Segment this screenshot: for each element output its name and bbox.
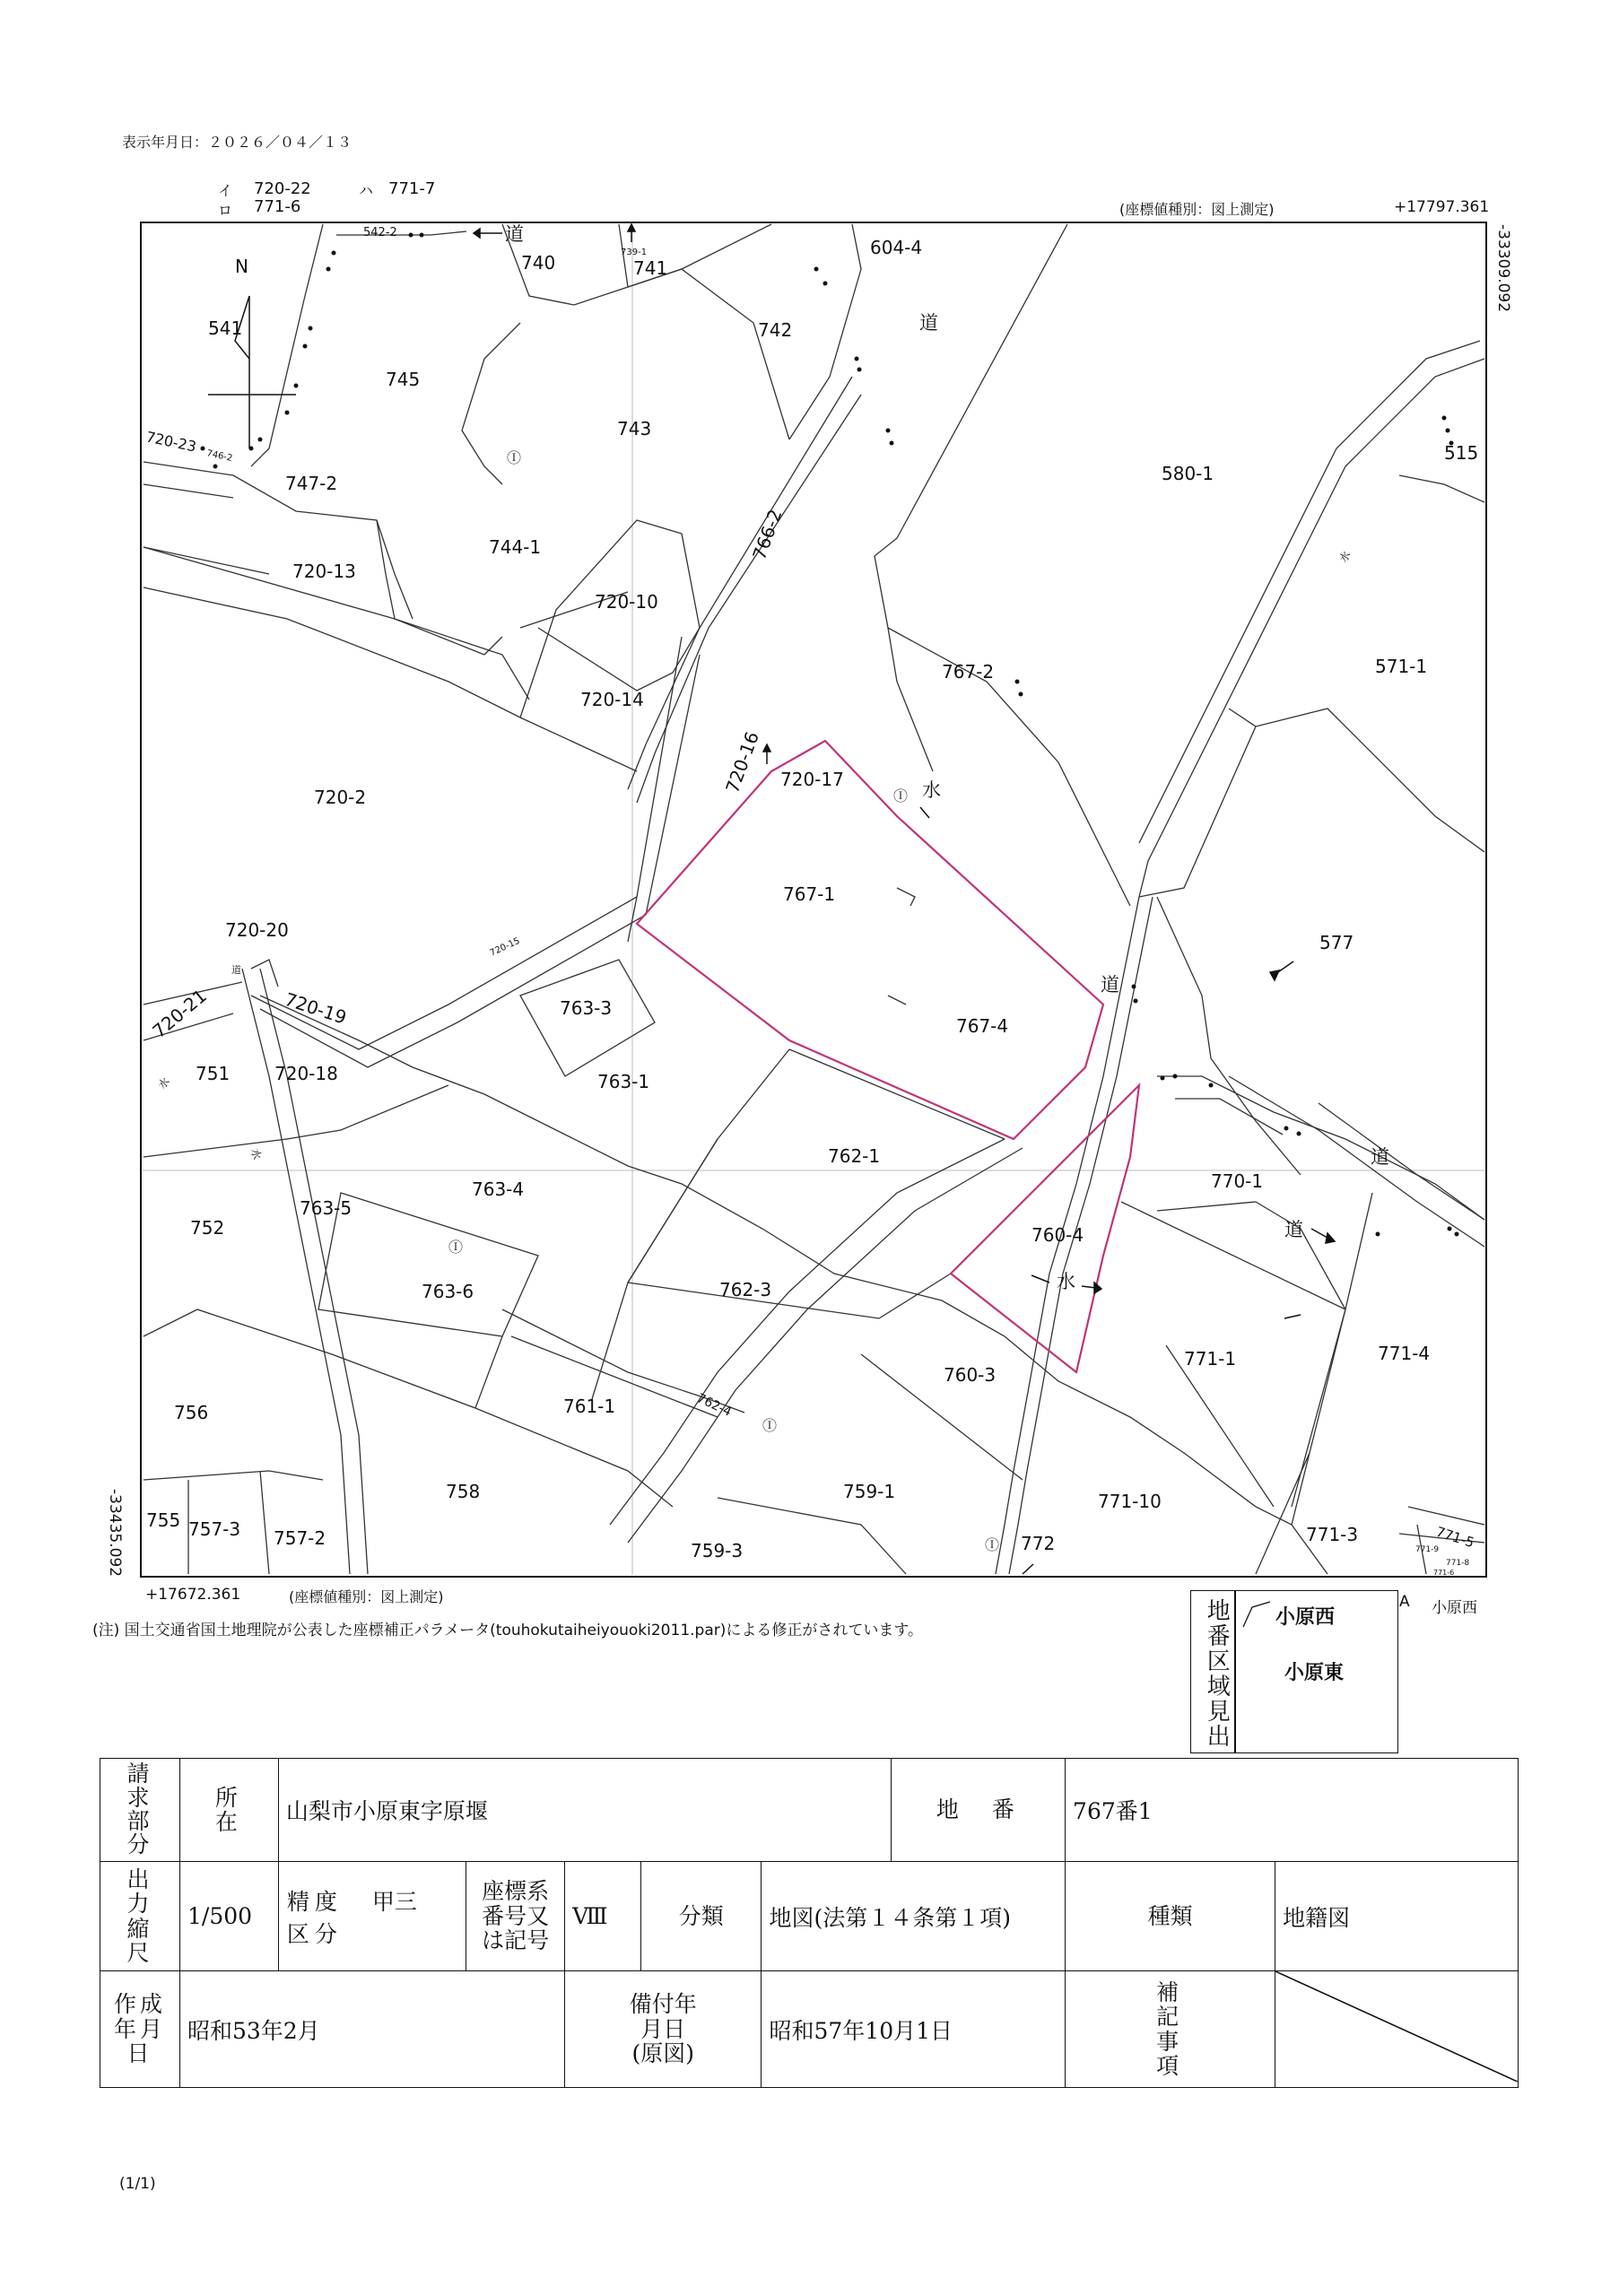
type-header: 種類 [1066, 1862, 1275, 1971]
benchmark-icon: Ⓘ [985, 1536, 1000, 1553]
north-label: N [235, 256, 248, 277]
page-number: (1/1) [119, 2175, 156, 2193]
scale-value: 1/500 [180, 1862, 279, 1971]
area-marker-a-name: 小原西 [1432, 1599, 1477, 1617]
parcel-label: 771-1 [1184, 1348, 1237, 1370]
display-date: 表示年月日：２０２６／０４／１３ [122, 134, 353, 151]
parcel-label: 759-1 [843, 1481, 896, 1502]
road-label: 道 [231, 964, 241, 976]
parcel-label: 762-4 [694, 1391, 734, 1420]
benchmark-icon: Ⓘ [762, 1417, 778, 1434]
water-label: 水 [155, 1074, 173, 1091]
parcel-label: 720-15 [488, 935, 522, 959]
parcel-label: 771-10 [1098, 1491, 1162, 1512]
parcel-label: 751 [196, 1063, 231, 1084]
road-label: 道 [919, 312, 938, 334]
correction-note: (注) 国土交通省国土地理院が公表した座標補正パラメータ(touhokutaiheiyouoki2011.par)による修正がされています。 [92, 1622, 924, 1639]
parcel-label: 752 [190, 1217, 225, 1239]
area-east: 小原東 [1284, 1662, 1345, 1684]
coord-left-bottom: -33435.092 [106, 1489, 124, 1578]
parcel-label: 740 [521, 252, 556, 274]
parcel-label: 771-8 [1446, 1559, 1470, 1568]
water-label: 水 [1336, 549, 1354, 565]
precision-value: 甲三 [371, 1888, 417, 1915]
coord-type-top: (座標値種別：図上測定) [1119, 201, 1275, 218]
parcel-label: 604-4 [870, 237, 923, 258]
parcel-label: 515 [1444, 442, 1479, 464]
parcel-label: 745 [386, 369, 421, 390]
parcel-label: 767-2 [942, 661, 995, 683]
water-label: 水 [922, 779, 941, 801]
lot-value: 767番1 [1066, 1759, 1519, 1862]
parcel-label: 742 [758, 319, 793, 341]
coord-type-bottom: (座標値種別：図上測定) [289, 1588, 444, 1605]
road-label: 道 [1371, 1146, 1389, 1168]
parcel-label: 762-3 [719, 1279, 772, 1300]
remarks-value [1275, 1971, 1519, 2088]
filed-header: 備付年月日(原図) [565, 1971, 762, 2088]
parcel-label: 771-3 [1306, 1524, 1359, 1545]
parcel-label: 756 [174, 1402, 209, 1423]
parcel-label: 746-2 [205, 448, 234, 464]
parcel-label: 542-2 [363, 226, 397, 239]
parcel-label: 571-1 [1375, 656, 1428, 677]
parcel-label: 720-19 [282, 987, 350, 1029]
parcel-label: 577 [1319, 932, 1354, 953]
parcel-label: 771-4 [1378, 1343, 1431, 1364]
parcel-label: 763-3 [560, 997, 613, 1019]
parcel-label: 720-18 [274, 1063, 338, 1084]
created-value: 昭和53年2月 [180, 1971, 565, 2088]
road-label: 道 [505, 223, 524, 245]
parcel-label: 743 [617, 418, 652, 439]
parcel-label: 771-9 [1415, 1545, 1440, 1554]
class-header: 分類 [640, 1862, 762, 1971]
parcel-label: 759-3 [691, 1540, 744, 1561]
class-value: 地図(法第１４条第１項) [762, 1862, 1066, 1971]
coord-bottom-left: +17672.361 [145, 1586, 241, 1604]
area-index-box [1190, 1590, 1398, 1753]
parcel-label: 720-14 [580, 689, 644, 710]
parcel-label: 720-10 [595, 591, 658, 613]
road-label: 道 [1284, 1219, 1303, 1240]
parcel-label: 720-2 [314, 787, 367, 808]
lot-header: 地 番 [891, 1759, 1065, 1862]
parcel-label: 744-1 [489, 536, 542, 558]
parcel-label: 767-4 [956, 1015, 1009, 1037]
parcel-label: 720-20 [225, 919, 289, 941]
parcel-label: 757-3 [188, 1518, 241, 1540]
parcel-label: 758 [446, 1481, 481, 1502]
parcel-label: 763-6 [422, 1281, 474, 1302]
area-marker-a: A [1399, 1593, 1410, 1611]
location-header: 所 在 [180, 1759, 279, 1862]
parcel-label: 763-5 [300, 1197, 353, 1219]
requester-header: 請求部分 [100, 1759, 180, 1862]
coord-top-right: +17797.361 [1394, 198, 1490, 216]
precision-cell [278, 1862, 466, 1971]
benchmark-icon: Ⓘ [893, 787, 909, 804]
area-index-title: 地番区域見出 [1203, 1598, 1231, 1749]
parcel-label: 755 [146, 1509, 181, 1531]
parcel-label: 761-1 [563, 1396, 616, 1417]
water-label: 水 [1057, 1271, 1075, 1292]
parcel-label: 760-4 [1031, 1224, 1084, 1246]
precision-header: 精度区分 [286, 1888, 343, 1947]
legend-ro-value: 771-6 [254, 197, 301, 216]
parcel-label: 762-1 [828, 1145, 881, 1167]
parcel-label: 720-17 [780, 769, 844, 790]
info-table [100, 1758, 1519, 2088]
remarks-strike [1275, 1971, 1518, 2082]
legend-ro: ロ [218, 202, 233, 219]
parcel-label: 757-2 [274, 1527, 326, 1549]
road-label: 道 [1101, 974, 1119, 996]
parcel-label: 771-6 [1433, 1569, 1455, 1577]
remarks-header: 補記事項 [1066, 1971, 1275, 2088]
parcel-label: 741 [633, 257, 668, 279]
parcel-label: 720-16 [721, 728, 763, 796]
parcel-label: 747-2 [285, 473, 338, 494]
filed-value: 昭和57年10月1日 [762, 1971, 1066, 2088]
parcel-label: 720-13 [292, 561, 356, 582]
parcel-label: 767-1 [783, 883, 836, 905]
legend-i: イ [218, 182, 233, 199]
parcel-label: 720-23 [144, 428, 198, 456]
scale-header: 出力縮尺 [100, 1862, 180, 1971]
legend-i-value: 720-22 [254, 179, 311, 198]
parcel-label: 772 [1021, 1533, 1056, 1554]
legend-ha-value: 771-7 [388, 179, 436, 198]
parcel-label: 771-5 [1433, 1523, 1476, 1552]
parcel-label: 739-1 [621, 248, 648, 257]
parcel-label: 760-3 [944, 1364, 997, 1386]
parcel-label: 766-2 [748, 506, 787, 563]
parcel-label: 720-21 [148, 985, 212, 1043]
water-label: 水 [248, 1147, 264, 1161]
legend-ha: ハ [359, 182, 374, 199]
benchmark-icon: Ⓘ [507, 449, 522, 466]
parcel-label: 580-1 [1162, 463, 1214, 484]
coord-right-top: -33309.092 [1494, 224, 1512, 313]
parcel-label: 763-4 [472, 1178, 525, 1200]
type-value: 地籍図 [1275, 1862, 1519, 1971]
coord-value: Ⅷ [565, 1862, 641, 1971]
created-header: 作成年月日 [100, 1971, 180, 2088]
area-index-boundary [1234, 1591, 1397, 1645]
benchmark-icon: Ⓘ [448, 1239, 464, 1256]
parcel-label: 763-1 [597, 1071, 650, 1092]
parcel-label: 541 [208, 317, 243, 339]
coord-header: 座標系番号又は記号 [466, 1862, 565, 1971]
area-west: 小原西 [1275, 1606, 1336, 1629]
parcel-label: 770-1 [1211, 1170, 1264, 1192]
location-value: 山梨市小原東字原堰 [278, 1759, 891, 1862]
